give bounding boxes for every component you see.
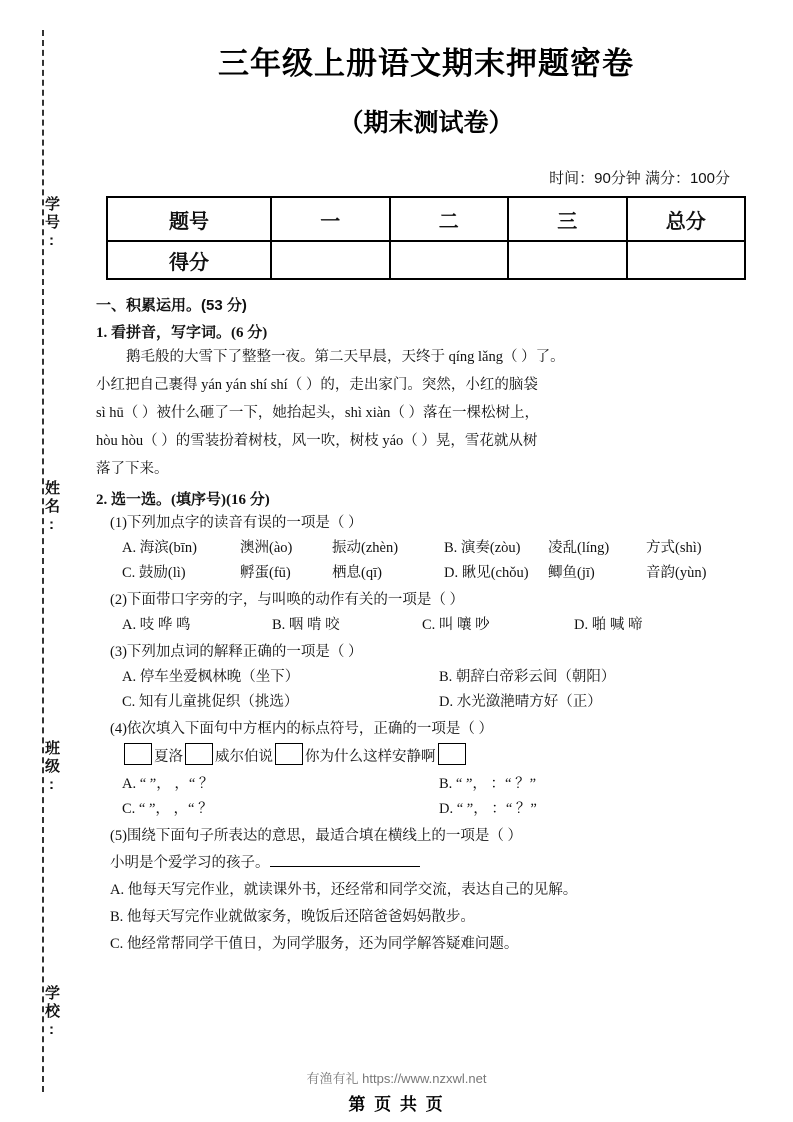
punctuation-box[interactable] <box>275 743 303 765</box>
footer-watermark: 有渔有礼 https://www.nzxwl.net <box>306 1071 487 1086</box>
option-item[interactable]: 栖息(qī) <box>332 565 382 581</box>
option-item[interactable]: B. 他每天写完作业就做家务，晚饭后还陪爸爸妈妈散步。 <box>110 909 475 925</box>
option-item[interactable]: C. 知有儿童挑促织（挑选） <box>122 694 299 710</box>
question-2-3-options-row <box>96 665 756 690</box>
option-item[interactable]: 方式(shì) <box>646 540 702 556</box>
question-2-5-lead <box>96 851 756 876</box>
question-1-line: 落了下来。 <box>96 461 169 477</box>
question-2-5-stem: (5)围绕下面句子所表达的意思，最适合填在横线上的一项是（ ） <box>110 828 523 844</box>
score-table-cell: 题号 <box>107 197 271 241</box>
section-heading-1: 一、积累运用。(53 分) <box>96 297 247 314</box>
exam-content <box>96 0 756 957</box>
box-sentence-part: 你为什么这样安静啊 <box>305 749 436 765</box>
margin-label-school: 学校: <box>43 985 60 1041</box>
lead-text: 小明是个爱学习的孩子。 <box>110 855 270 871</box>
exam-meta: 时间：90分钟 满分：100分 <box>549 170 730 187</box>
option-item[interactable]: B. “ ”， ：“ ？” <box>439 776 537 792</box>
question-2-1-options-row <box>96 561 756 586</box>
option-item[interactable]: C. 鼓励(lì) <box>122 565 186 581</box>
score-input-cell[interactable] <box>271 241 390 279</box>
option-item[interactable]: D. “ ”， ：“ ？” <box>439 801 537 817</box>
option-item[interactable]: 凌乱(líng) <box>548 540 610 556</box>
box-sentence-part: 威尔伯说 <box>215 749 273 765</box>
page-title: 三年级上册语文期末押题密卷 <box>218 46 634 81</box>
option-item[interactable]: A. 停车坐爱枫林晚（坐下） <box>122 669 300 685</box>
option-item[interactable]: C. 他经常帮同学干值日，为同学服务，还为同学解答疑难问题。 <box>110 936 519 952</box>
box-sentence-part: 夏洛 <box>154 749 183 765</box>
option-item[interactable]: A. 吱 哗 鸣 <box>122 617 191 633</box>
question-1-line: 鹅毛般的大雪下了整整一夜。第二天早晨，天终于 qíng lǎng（ ）了。 <box>126 349 565 365</box>
score-table <box>106 196 746 280</box>
question-2-1-options-row <box>96 536 756 561</box>
question-2-1-stem: (1)下列加点字的读音有误的一项是（ ） <box>110 515 363 531</box>
score-table-cell: 三 <box>508 197 627 241</box>
answer-blank[interactable] <box>270 851 420 867</box>
question-2-4-stem: (4)依次填入下面句中方框内的标点符号，正确的一项是（ ） <box>110 721 494 737</box>
question-2-3-stem: (3)下列加点词的解释正确的一项是（ ） <box>110 644 363 660</box>
score-table-cell: 得分 <box>107 241 271 279</box>
question-1-line: 小红把自己裹得 yán yán shí shí（ ）的，走出家门。突然，小红的脑袋 <box>96 377 538 393</box>
left-margin <box>0 0 86 1122</box>
margin-label-class: 班级: <box>43 740 60 796</box>
score-input-cell[interactable] <box>390 241 509 279</box>
score-table-cell: 一 <box>271 197 390 241</box>
option-item[interactable]: A. 海滨(bīn) <box>122 540 197 556</box>
option-item[interactable]: B. 咽 啃 咬 <box>272 617 340 633</box>
question-2-2-stem: (2)下面带口字旁的字，与叫唤的动作有关的一项是（ ） <box>110 592 465 608</box>
option-item[interactable]: A. 他每天写完作业，就读课外书，还经常和同学交流，表达自己的见解。 <box>110 882 578 898</box>
option-item[interactable]: 鲫鱼(jī) <box>548 565 595 581</box>
option-item[interactable]: 孵蛋(fū) <box>240 565 291 581</box>
option-item[interactable]: D. 啪 喊 啼 <box>574 617 643 633</box>
option-item[interactable]: C. “ ”， ，“ ？ <box>122 801 213 817</box>
page-subtitle: （期末测试卷） <box>338 109 514 137</box>
option-item[interactable]: B. 演奏(zòu) <box>444 540 521 556</box>
score-input-cell[interactable] <box>627 241 746 279</box>
footer-page-number: 第 页 共 页 <box>348 1095 445 1114</box>
option-item[interactable]: D. 水光潋滟晴方好（正） <box>439 694 602 710</box>
question-1-line: hòu hòu（ ）的雪装扮着树枝，风一吹，树枝 yáo（ ）晃，雪花就从树 <box>96 433 538 449</box>
table-row <box>107 197 745 241</box>
score-table-cell: 总分 <box>627 197 746 241</box>
score-table-cell: 二 <box>390 197 509 241</box>
punctuation-box[interactable] <box>185 743 213 765</box>
margin-label-name: 姓名: <box>43 480 60 536</box>
option-item[interactable]: C. 叫 嚷 吵 <box>422 617 490 633</box>
question-2-4-options-row <box>96 797 756 822</box>
option-item[interactable]: B. 朝辞白帝彩云间（朝阳） <box>439 669 616 685</box>
question-1-title: 1. 看拼音，写字词。(6 分) <box>96 325 268 341</box>
question-2-4-options-row <box>96 772 756 797</box>
option-item[interactable]: D. 瞅见(chǒu) <box>444 565 529 581</box>
table-row <box>107 241 745 279</box>
question-2-3-options-row <box>96 690 756 715</box>
option-item[interactable]: A. “ ”， ，“ ？ <box>122 776 214 792</box>
punctuation-box[interactable] <box>438 743 466 765</box>
option-item[interactable]: 振动(zhèn) <box>332 540 399 556</box>
option-item[interactable]: 澳洲(ào) <box>240 540 293 556</box>
punctuation-box[interactable] <box>124 743 152 765</box>
question-1-line: sì hū（ ）被什么砸了一下，她抬起头，shì xiàn（ ）落在一棵松树上， <box>96 405 540 421</box>
score-input-cell[interactable] <box>508 241 627 279</box>
question-2-4-box-sentence <box>96 742 756 772</box>
question-2-title: 2. 选一选。(填序号)(16 分) <box>96 492 270 508</box>
question-2-2-options-row <box>96 613 756 638</box>
dashed-fold-line <box>42 30 44 1092</box>
margin-label-student-id: 学号: <box>43 196 60 252</box>
option-item[interactable]: 音韵(yùn) <box>646 565 707 581</box>
